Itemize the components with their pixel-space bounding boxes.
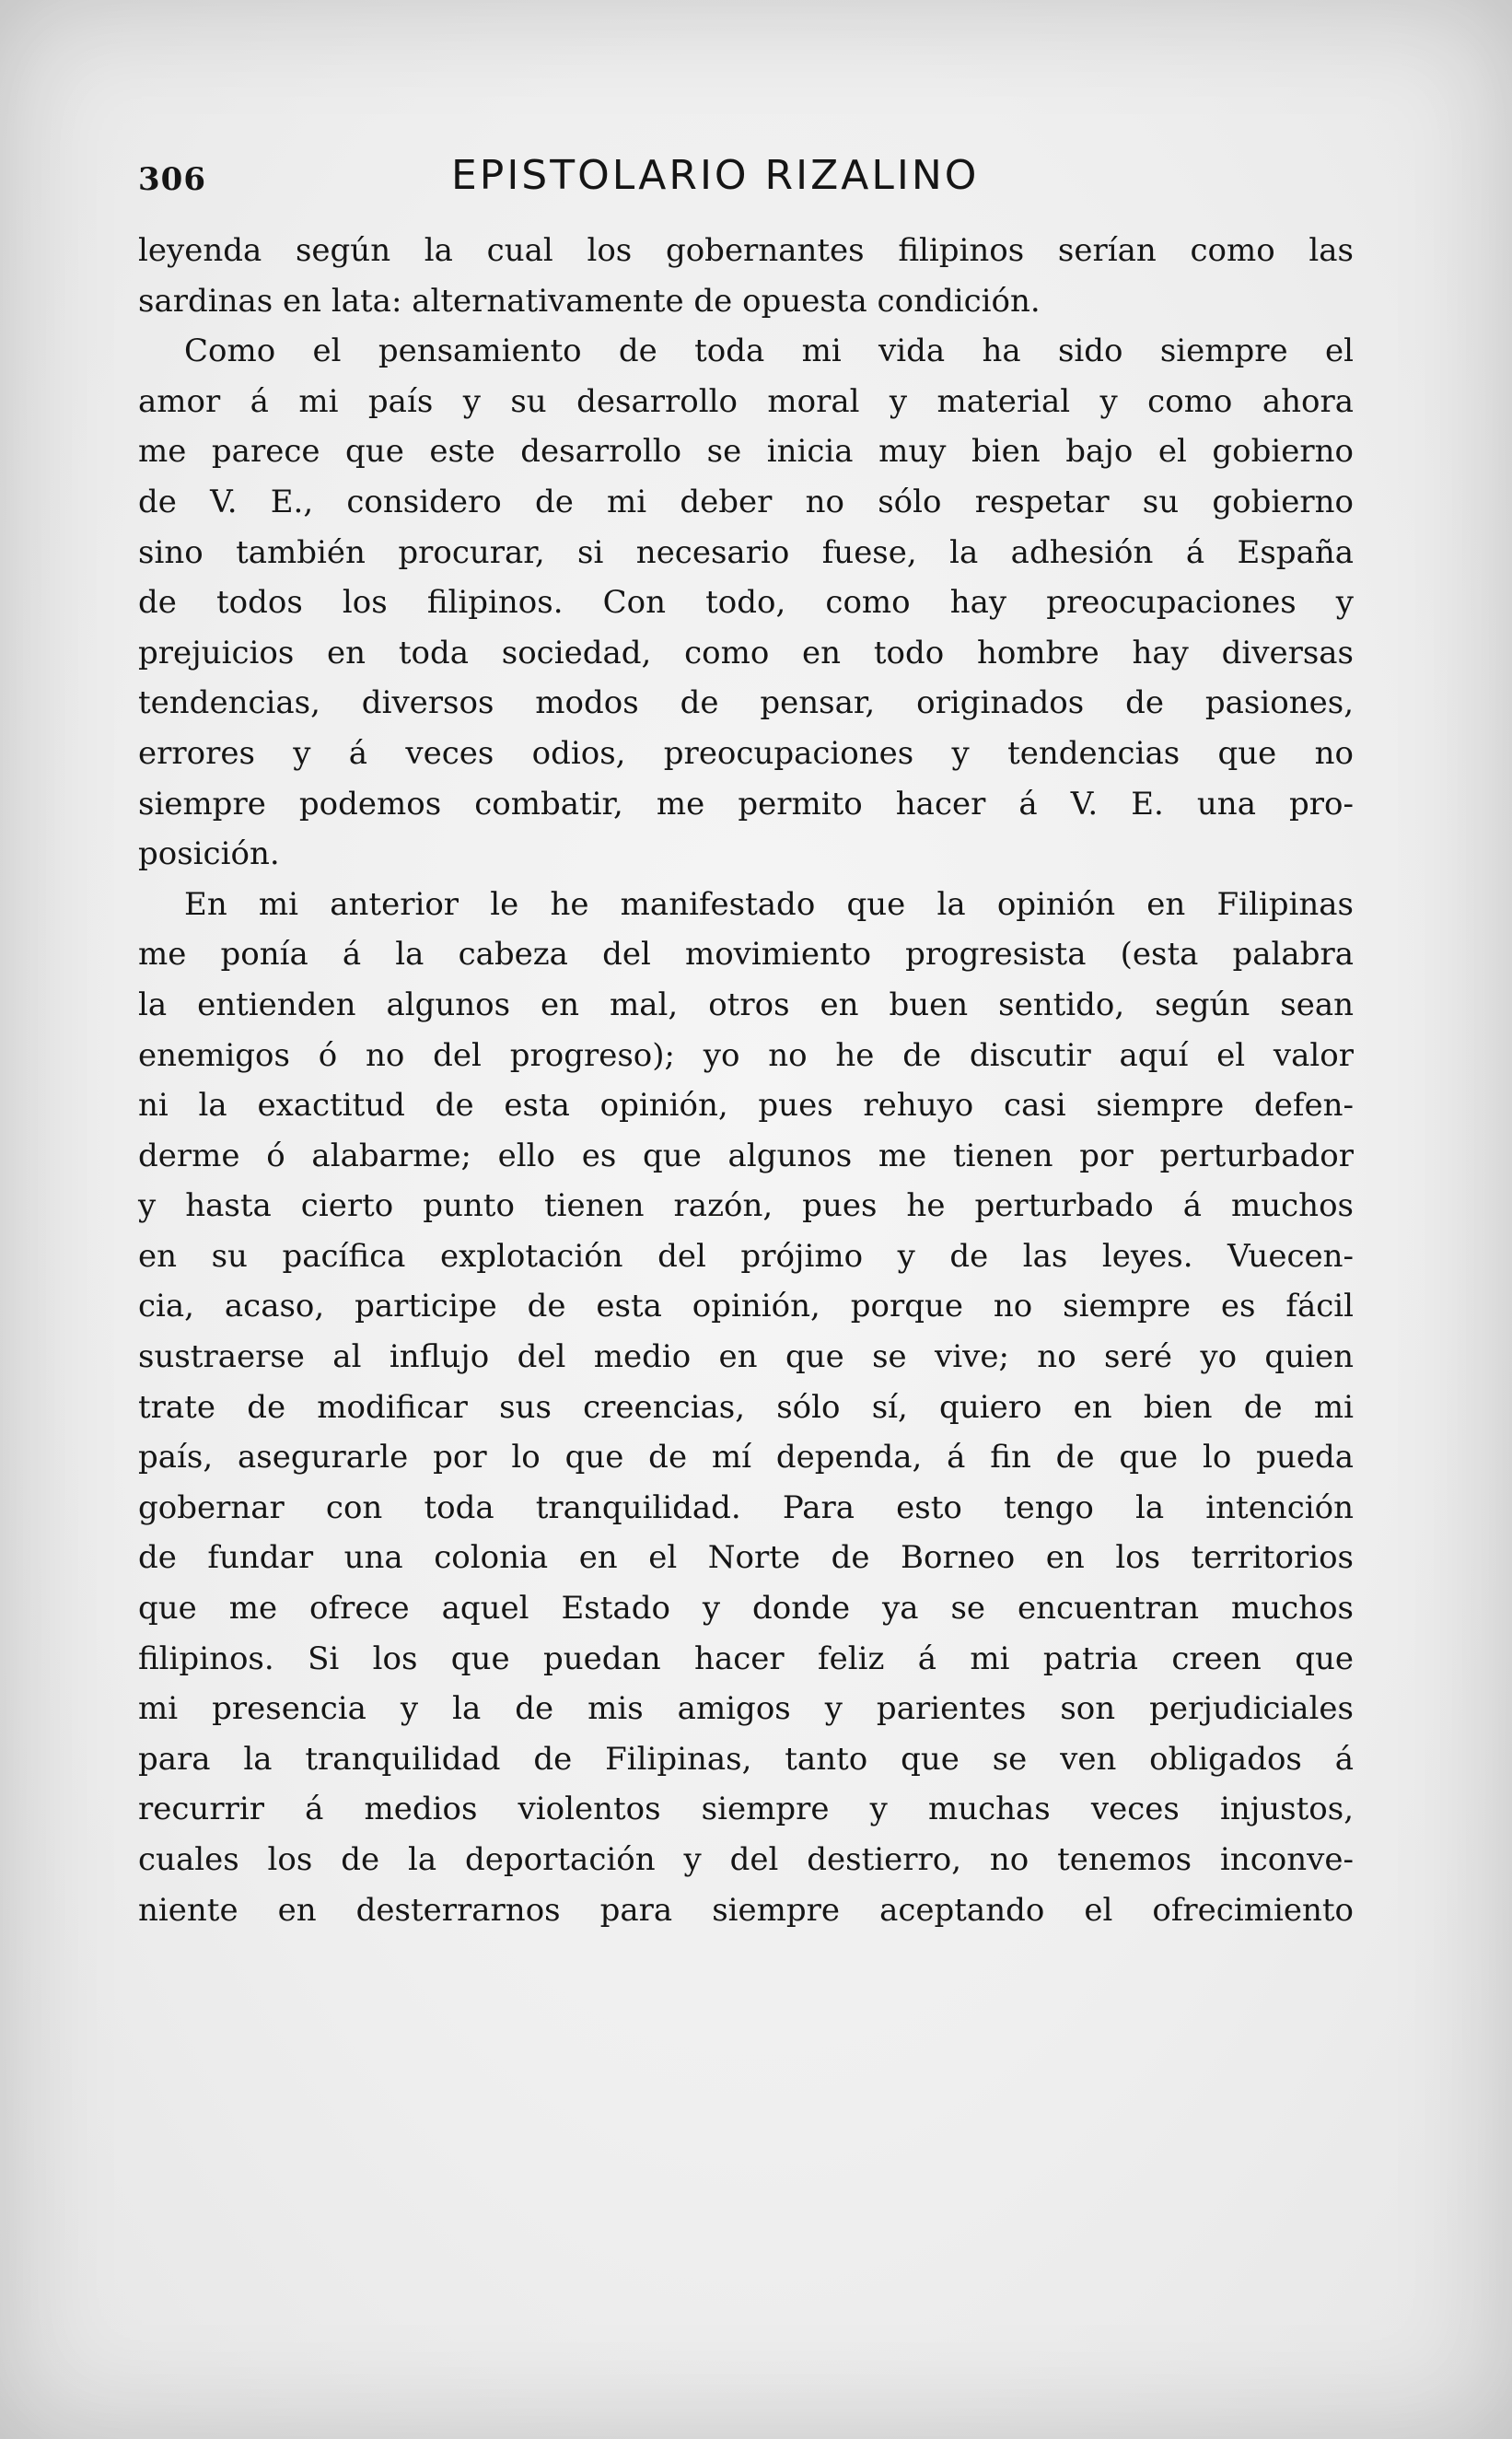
page-header <box>138 152 1354 207</box>
text-line: sardinas en lata: alternativamente de opuesta condición. <box>138 282 1041 320</box>
text-line: me ponía á la cabeza del movimiento progresista (esta palabra <box>138 936 1354 974</box>
text-line: en su pacífica explotación del prójimo y de las leyes. Vuecen- <box>138 1237 1354 1275</box>
text-line: me parece que este desarrollo se inicia muy bien bajo el gobierno <box>138 433 1354 471</box>
text-line: cia, acaso, participe de esta opinión, porque no siempre es fácil <box>138 1288 1354 1325</box>
text-line: la entienden algunos en mal, otros en buen sentido, según sean <box>138 986 1354 1023</box>
page-number: 306 <box>138 161 206 198</box>
text-line: para la tranquilidad de Filipinas, tanto que se ven obligados á <box>138 1740 1354 1778</box>
text-line: sustraerse al influjo del medio en que se vive; no seré yo quien <box>138 1338 1354 1376</box>
text-line: posición. <box>138 835 280 873</box>
body-text <box>138 226 1354 1935</box>
text-line: sino también procurar, si necesario fuese, la adhesión á España <box>138 533 1354 571</box>
text-line: filipinos. Si los que puedan hacer feliz á mi patria creen que <box>138 1640 1354 1677</box>
running-title: EPISTOLARIO RIZALINO <box>451 152 980 199</box>
text-line: siempre podemos combatir, me permito hacer á V. E. una pro- <box>138 785 1354 823</box>
text-line: país, asegurarle por lo que de mí dependa, á fin de que lo pueda <box>138 1439 1354 1476</box>
text-line: de todos los filipinos. Con todo, como hay preocupaciones y <box>138 584 1354 622</box>
text-line: cuales los de la deportación y del destierro, no tenemos inconve- <box>138 1841 1354 1878</box>
text-line: derme ó alabarme; ello es que algunos me tienen por perturbador <box>138 1137 1354 1174</box>
text-line: ni la exactitud de esta opinión, pues rehuyo casi siempre defen- <box>138 1087 1354 1125</box>
text-line: de fundar una colonia en el Norte de Borneo en los territorios <box>138 1539 1354 1577</box>
text-line: que me ofrece aquel Estado y donde ya se encuentran muchos <box>138 1590 1354 1628</box>
text-line: de V. E., considero de mi deber no sólo respetar su gobierno <box>138 483 1354 520</box>
text-line: gobernar con toda tranquilidad. Para esto tengo la intención <box>138 1488 1354 1526</box>
text-line: errores y á veces odios, preocupaciones y tendencias que no <box>138 734 1354 772</box>
text-line: En mi anterior le he manifestado que la opinión en Filipinas <box>184 885 1354 923</box>
text-line: Como el pensamiento de toda mi vida ha sido siempre el <box>184 333 1354 370</box>
text-line: tendencias, diversos modos de pensar, originados de pasiones, <box>138 684 1354 722</box>
text-line: enemigos ó no del progreso); yo no he de discutir aquí el valor <box>138 1036 1354 1074</box>
text-line: niente en desterrarnos para siempre aceptando el ofrecimiento <box>138 1891 1354 1929</box>
text-line: mi presencia y la de mis amigos y parientes son perjudiciales <box>138 1690 1354 1728</box>
text-line: trate de modificar sus creencias, sólo sí, quiero en bien de mi <box>138 1388 1354 1426</box>
text-line: prejuicios en toda sociedad, como en todo hombre hay diversas <box>138 634 1354 671</box>
text-line: leyenda según la cual los gobernantes filipinos serían como las <box>138 232 1354 269</box>
text-line: recurrir á medios violentos siempre y muchas veces injustos, <box>138 1791 1354 1828</box>
text-line: y hasta cierto punto tienen razón, pues he perturbado á muchos <box>138 1187 1354 1225</box>
text-line: amor á mi país y su desarrollo moral y material y como ahora <box>138 382 1354 420</box>
